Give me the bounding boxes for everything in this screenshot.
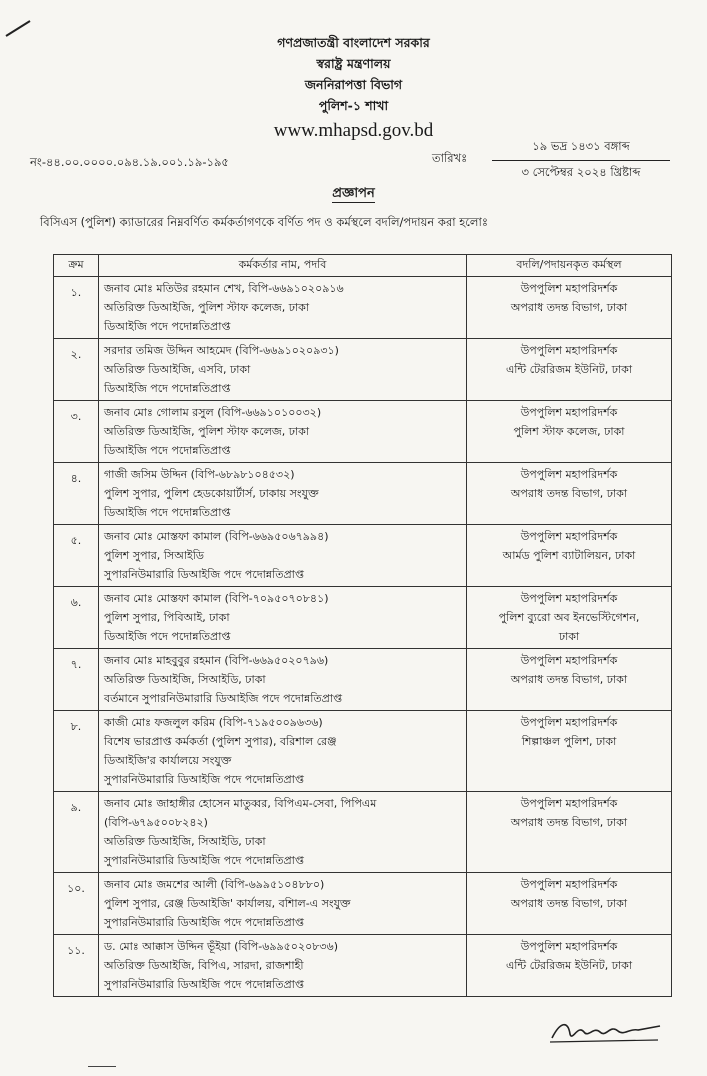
date-block [492,138,670,183]
officer-cell [99,339,467,401]
officer-line: অতিরিক্ত ডিআইজি, সিআইডি, ঢাকা [104,835,266,848]
posting-line: উপপুলিশ মহাপরিদর্শক [520,716,618,729]
officer-line: ডিআইজি'র কার্যালয়ে সংযুক্ত [104,754,232,767]
date-bangla: ১৯ ভদ্র ১৪৩১ বঙ্গাব্দ [492,138,670,161]
table-row [54,935,672,997]
posting-line: উপপুলিশ মহাপরিদর্শক [520,878,618,891]
posting-line: উপপুলিশ মহাপরিদর্শক [520,468,618,481]
posting-line: উপপুলিশ মহাপরিদর্শক [520,592,618,605]
posting-line: এন্টি টেররিজম ইউনিট, ঢাকা [505,363,633,376]
ministry-name: স্বরাষ্ট্র মন্ত্রণালয় [316,56,391,71]
officer-cell [99,873,467,935]
officer-line: জনাব মোঃ মোস্তফা কামাল (বিপি-৭০৯৫০৭০৮৪১) [104,592,329,605]
row-serial: ৫. [54,525,99,587]
government-name: গণপ্রজাতন্ত্রী বাংলাদেশ সরকার [277,35,430,50]
officer-line: জনাব মোঃ জাহাঙ্গীর হোসেন মাতুব্বর, বিপিএম-সেবা, পিপিএম [104,797,377,810]
posting-line: উপপুলিশ মহাপরিদর্শক [520,406,618,419]
posting-cell [467,339,672,401]
officer-cell [99,792,467,873]
table-header-row [54,255,672,277]
header-officer: কর্মকর্তার নাম, পদবি [99,255,467,277]
posting-cell [467,277,672,339]
row-serial: ৪. [54,463,99,525]
posting-line: অপরাধ তদন্ত বিভাগ, ঢাকা [510,301,628,314]
header-posting: বদলি/পদায়নকৃত কর্মস্থল [467,255,672,277]
intro-text: বিসিএস (পুলিশ) ক্যাডারের নিম্নবর্ণিত কর্মকর্তাগণকে বর্ণিত পদ ও কর্মস্থলে বদলি/পদায়ন করা হলোঃ [40,215,488,229]
table-row [54,277,672,339]
officer-line: জনাব মোঃ জমশের আলী (বিপি-৬৯৯৫১০৪৮৮০) [104,878,325,891]
officer-line: সুপারনিউমারারি ডিআইজি পদে পদোন্নতিপ্রাপ্ত [104,568,304,581]
posting-cell [467,587,672,649]
date-label: তারিখঃ [432,151,468,165]
posting-cell [467,525,672,587]
posting-cell [467,935,672,997]
table-row [54,792,672,873]
officer-line: (বিপি-৬৭৯৫০০৮২৪২) [104,816,208,829]
officer-line: অতিরিক্ত ডিআইজি, পুলিশ স্টাফ কলেজ, ঢাকা [104,425,310,438]
officer-cell [99,463,467,525]
officer-line: বর্তমানে সুপারনিউমারারি ডিআইজি পদে পদোন্নতিপ্রাপ্ত [104,692,343,705]
posting-cell [467,873,672,935]
memo-number: নং-৪৪.০০.০০০০.০৯৪.১৯.০০১.১৯-১৯৫ [30,155,229,169]
officer-line: জনাব মোঃ মতিউর রহমান শেখ, বিপি-৬৬৯১০২০৯১৬ [104,282,344,295]
officer-line: অতিরিক্ত ডিআইজি, বিপিএ, সারদা, রাজশাহী [104,959,304,972]
division-name: জননিরাপত্তা বিভাগ [304,77,403,92]
posting-line: উপপুলিশ মহাপরিদর্শক [520,530,618,543]
officer-line: ড. মোঃ আক্কাস উদ্দিন ভূঁইয়া (বিপি-৬৯৯৫০২০৮৩৬) [104,940,338,953]
officer-line: জনাব মোঃ মাহবুবুর রহমান (বিপি-৬৬৯৫০২০৭৯৬) [104,654,329,667]
officer-line: ডিআইজি পদে পদোন্নতিপ্রাপ্ত [104,444,231,457]
row-serial: ১১. [54,935,99,997]
row-serial: ৭. [54,649,99,711]
posting-line: পুলিশ ব্যুরো অব ইনভেস্টিগেশন, [498,611,640,624]
posting-cell [467,711,672,792]
posting-line: অপরাধ তদন্ত বিভাগ, ঢাকা [510,487,628,500]
officer-line: পুলিশ সুপার, সিআইডি [104,549,204,562]
posting-cell [467,401,672,463]
row-serial: ৬. [54,587,99,649]
posting-line: উপপুলিশ মহাপরিদর্শক [520,344,618,357]
officer-line: সুপারনিউমারারি ডিআইজি পদে পদোন্নতিপ্রাপ্ত [104,916,304,929]
officer-cell [99,401,467,463]
officer-line: সরদার তমিজ উদ্দিন আহমেদ (বিপি-৬৬৯১০২০৯৩১) [104,344,339,357]
signature-icon [548,1016,668,1046]
row-serial: ৮. [54,711,99,792]
posting-line: পুলিশ স্টাফ কলেজ, ঢাকা [513,425,625,438]
table-row [54,525,672,587]
officer-cell [99,277,467,339]
officer-line: গাজী জসিম উদ্দিন (বিপি-৬৮৯৮১০৪৫৩২) [104,468,295,481]
table-row [54,649,672,711]
table-row [54,711,672,792]
posting-line: ঢাকা [558,630,580,643]
posting-line: উপপুলিশ মহাপরিদর্শক [520,797,618,810]
officer-cell [99,649,467,711]
officer-line: অতিরিক্ত ডিআইজি, এসবি, ঢাকা [104,363,251,376]
officer-line: জনাব মোঃ গোলাম রসুল (বিপি-৬৬৯১০১০০৩২) [104,406,322,419]
officer-line: সুপারনিউমারারি ডিআইজি পদে পদোন্নতিপ্রাপ্ত [104,978,304,991]
officer-line: অতিরিক্ত ডিআইজি, সিআইডি, ঢাকা [104,673,266,686]
table-row [54,339,672,401]
officer-cell [99,525,467,587]
posting-cell [467,792,672,873]
posting-line: এন্টি টেররিজম ইউনিট, ঢাকা [505,959,633,972]
date-gregorian: ৩ সেপ্টেম্বর ২০২৪ খ্রিষ্টাব্দ [521,165,641,179]
officer-cell [99,711,467,792]
officer-line: ডিআইজি পদে পদোন্নতিপ্রাপ্ত [104,382,231,395]
row-serial: ১. [54,277,99,339]
officer-line: বিশেষ ভারপ্রাপ্ত কর্মকর্তা (পুলিশ সুপার), বরিশাল রেঞ্জ [104,735,337,748]
posting-line: অপরাধ তদন্ত বিভাগ, ঢাকা [510,816,628,829]
row-serial: ১০. [54,873,99,935]
officer-line: সুপারনিউমারারি ডিআইজি পদে পদোন্নতিপ্রাপ্ত [104,773,304,786]
officer-line: পুলিশ সুপার, রেঞ্জ ডিআইজি' কার্যালয়, বশিাল-এ সংযুক্ত [104,897,351,910]
posting-line: অপরাধ তদন্ত বিভাগ, ঢাকা [510,897,628,910]
posting-line: উপপুলিশ মহাপরিদর্শক [520,940,618,953]
website: www.mhapsd.gov.bd [273,120,434,141]
officer-cell [99,935,467,997]
table-row [54,463,672,525]
officer-line: ডিআইজি পদে পদোন্নতিপ্রাপ্ত [104,506,231,519]
notice-title [0,184,707,205]
page-mark [88,1066,116,1067]
header-serial: ক্রম [54,255,99,277]
posting-line: শিল্পাঞ্চল পুলিশ, ঢাকা [521,735,617,748]
posting-line: উপপুলিশ মহাপরিদর্শক [520,282,618,295]
notice-title-text: প্রজ্ঞাপন [332,186,375,201]
table-row [54,401,672,463]
officer-line: জনাব মোঃ মোস্তফা কামাল (বিপি-৬৬৯৫০৬৭৯৯৪) [104,530,329,543]
posting-line: অপরাধ তদন্ত বিভাগ, ঢাকা [510,673,628,686]
officer-line: অতিরিক্ত ডিআইজি, পুলিশ স্টাফ কলেজ, ঢাকা [104,301,310,314]
table-row [54,873,672,935]
officer-line: ডিআইজি পদে পদোন্নতিপ্রাপ্ত [104,320,231,333]
posting-line: উপপুলিশ মহাপরিদর্শক [520,654,618,667]
posting-cell [467,463,672,525]
transfer-table [53,254,672,997]
officer-line: ডিআইজি পদে পদোন্নতিপ্রাপ্ত [104,630,231,643]
letterhead [0,32,707,144]
officer-line: সুপারনিউমারারি ডিআইজি পদে পদোন্নতিপ্রাপ্ত [104,854,304,867]
posting-cell [467,649,672,711]
officer-cell [99,587,467,649]
posting-line: আর্মড পুলিশ ব্যাটালিয়ন, ঢাকা [502,549,636,562]
row-serial: ৩. [54,401,99,463]
officer-line: পুলিশ সুপার, পিবিআই, ঢাকা [104,611,230,624]
row-serial: ২. [54,339,99,401]
table-row [54,587,672,649]
officer-line: কাজী মোঃ ফজলুল করিম (বিপি-৭১৯৫০০৯৬৩৬) [104,716,323,729]
branch-name: পুলিশ-১ শাখা [318,98,389,113]
row-serial: ৯. [54,792,99,873]
officer-line: পুলিশ সুপার, পুলিশ হেডকোয়ার্টার্স, ঢাকায় সংযুক্ত [104,487,319,500]
